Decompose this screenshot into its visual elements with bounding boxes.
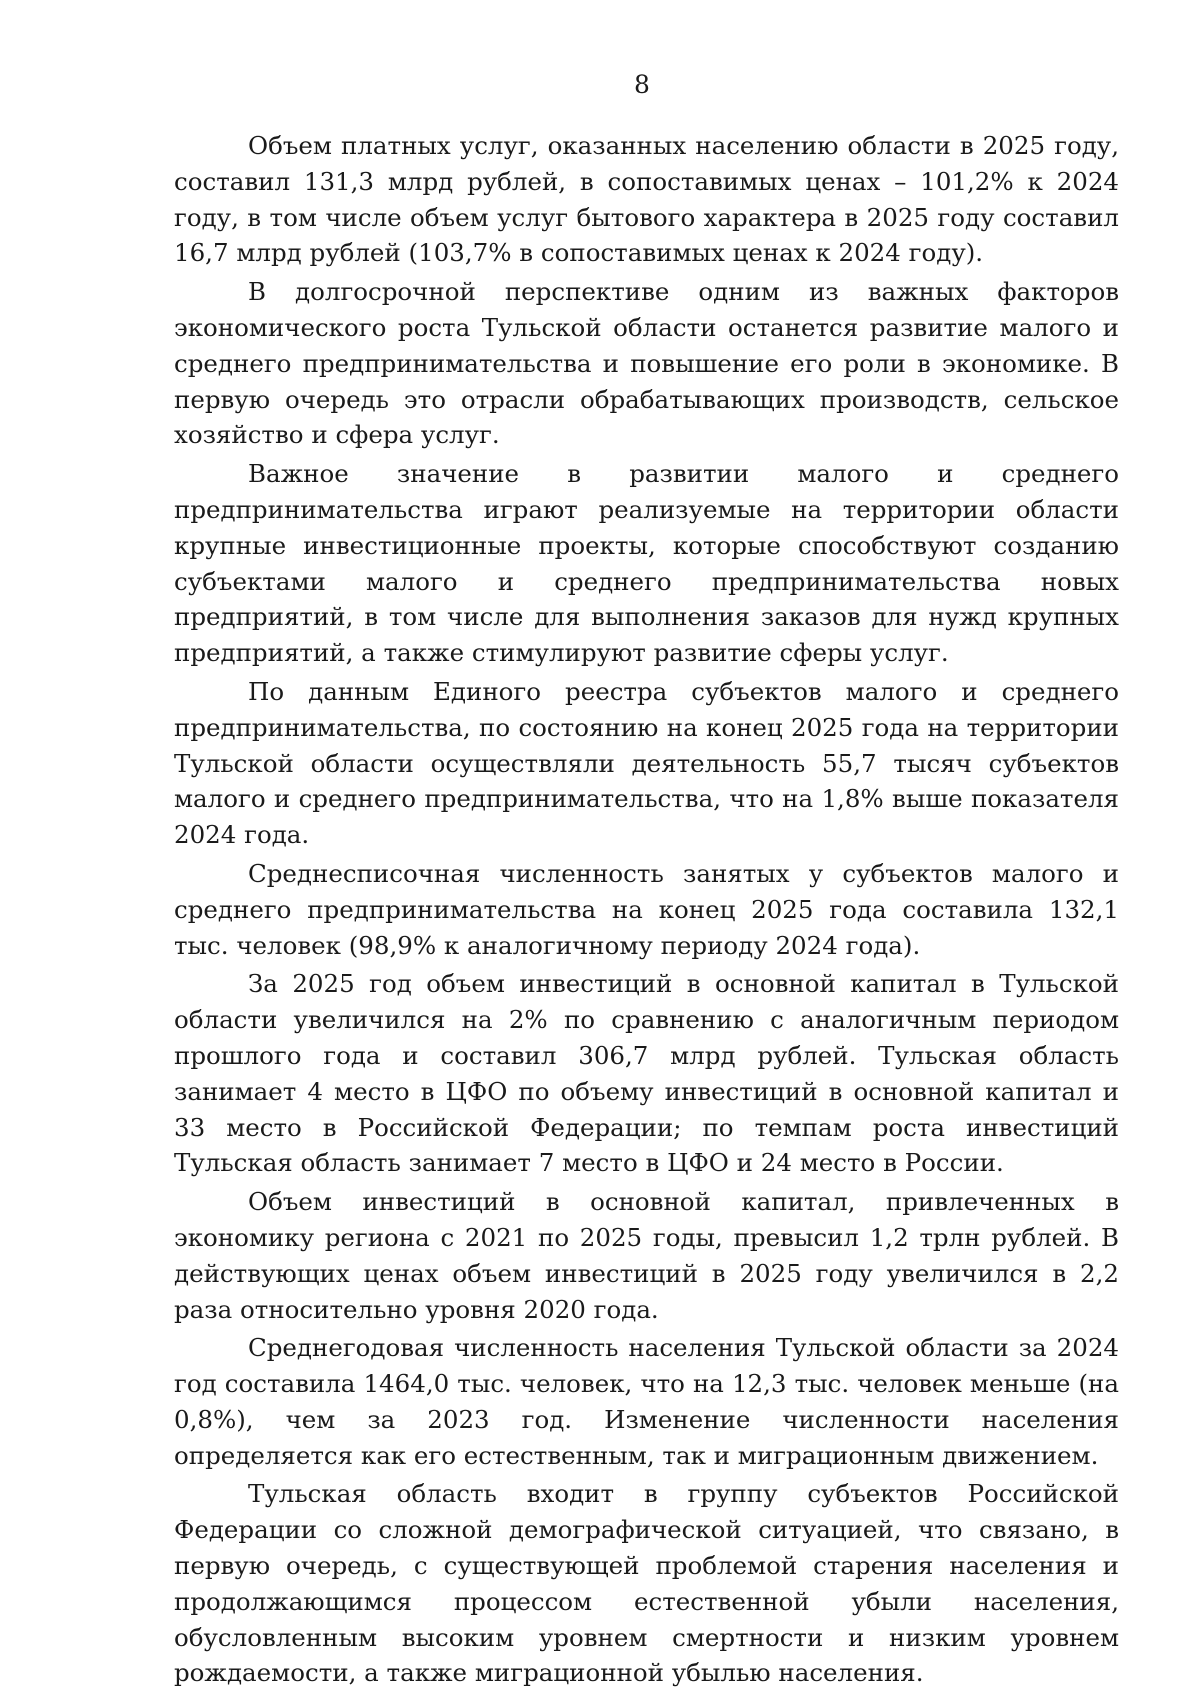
paragraph-small-business-growth: В долгосрочной перспективе одним из важных факторов экономического роста Тульской области останется развитие малого и среднего предпринимательства и повышение его роли в экономике. В первую очередь это отрасли обрабатывающих производств, сельское хозяйство и сфера услуг. <box>174 277 1119 450</box>
paragraph-investment-projects: Важное значение в развитии малого и среднего предпринимательства играют реализуемые на территории области крупные инвестиционные проекты, которые способствуют созданию субъектами малого и среднего предпринимательства новых предприятий, в том числе для выполнения заказов для нужд крупных предприятий, а также стимулируют развитие сферы услуг. <box>174 459 1119 668</box>
paragraph-business-registry: По данным Единого реестра субъектов малого и среднего предпринимательства, по состоянию на конец 2025 года на территории Тульской области осуществляли деятельность 55,7 тысяч субъектов малого и среднего предпринимательства, что на 1,8% выше показателя 2024 года. <box>174 676 1119 850</box>
paragraph-population: Среднегодовая численность населения Тульской области за 2024 год составила 1464,0 тыс. человек, что на 12,3 тыс. человек меньше (на 0,8%), чем за 2023 год. Изменение численности населения определяется как его естественным, так и миграционным движением. <box>174 1333 1119 1470</box>
paragraph-investment-2025: За 2025 год объем инвестиций в основной капитал в Тульской области увеличился на 2% по сравнению с аналогичным периодом прошлого года и составил 306,7 млрд рублей. Тульская область занимает 4 место в ЦФО по объему инвестиций в основной капитал и 33 место в Российской Федерации; по темпам роста инвестиций Тульская область занимает 7 место в ЦФО и 24 место в России. <box>174 969 1119 1178</box>
paragraph-investment-volume: Объем инвестиций в основной капитал, привлеченных в экономику региона с 2021 по 2025 годы, превысил 1,2 трлн рублей. В действующих ценах объем инвестиций в 2025 году увеличился в 2,2 раза относительно уровня 2020 года. <box>174 1187 1119 1324</box>
page-number: 8 <box>634 70 650 99</box>
paragraph-demographics: Тульская область входит в группу субъектов Российской Федерации со сложной демографической ситуацией, что связано, в первую очередь, с существующей проблемой старения населения и продолжающимся процессом естественной убыли населения, обусловленным высоким уровнем смертности и низким уровнем рождаемости, а также миграционной убылью населения. <box>174 1479 1119 1688</box>
paragraph-paid-services: Объем платных услуг, оказанных населению области в 2025 году, составил 131,3 млрд рублей, в сопоставимых ценах – 101,2% к 2024 году, в том числе объем услуг бытового характера в 2025 году составил 16,7 млрд рублей (103,7% в сопоставимых ценах к 2024 году). <box>174 131 1119 268</box>
paragraph-employment: Среднесписочная численность занятых у субъектов малого и среднего предпринимательства на конец 2025 года составила 132,1 тыс. человек (98,9% к аналогичному периоду 2024 года). <box>174 858 1119 960</box>
document-body <box>174 128 1119 1694</box>
